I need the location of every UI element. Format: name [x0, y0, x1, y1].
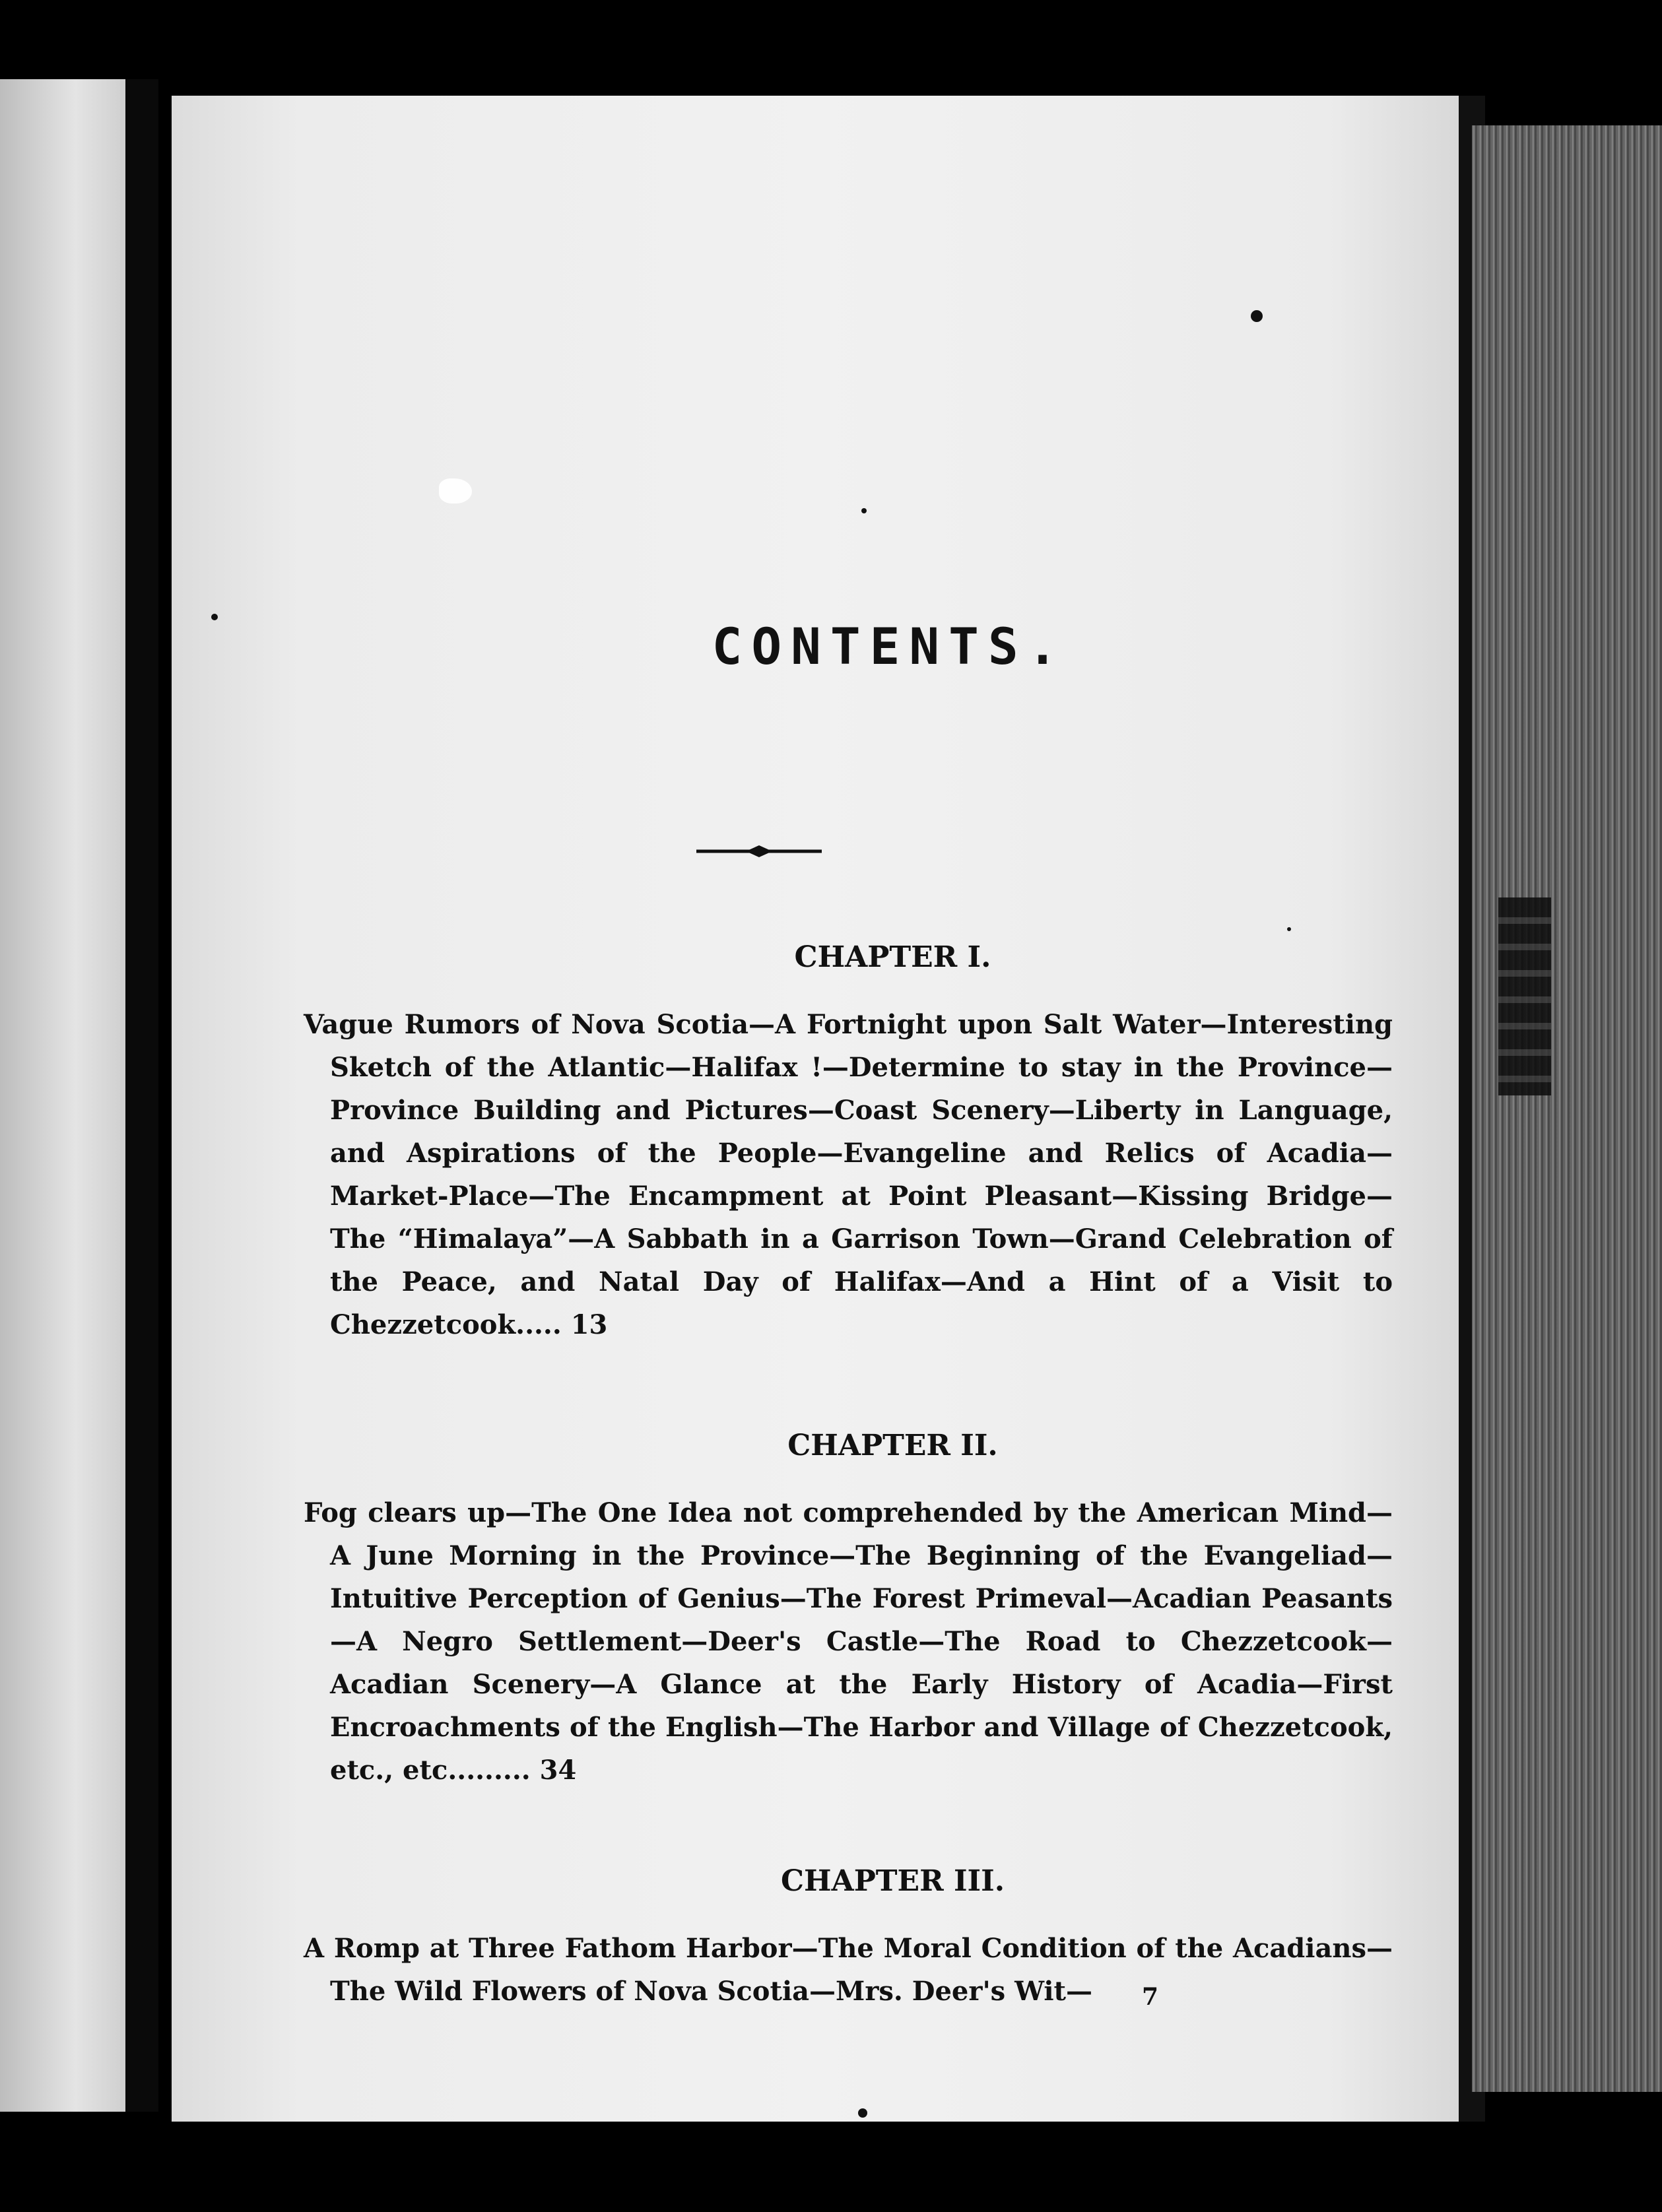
left-page-fragment	[0, 79, 125, 2112]
book-page-edges	[1472, 125, 1662, 2092]
ink-speck	[1287, 927, 1291, 931]
chapter-2-page-ref: 34	[539, 1755, 577, 1786]
chapter-3-summary	[304, 1927, 1393, 2013]
page-number: 7	[1142, 1983, 1159, 2011]
edge-stamp-mark	[1498, 897, 1551, 1095]
chapter-2-heading: CHAPTER II.	[787, 1429, 998, 1462]
chapter-2-summary-text: Fog clears up—The One Idea not comprehended by the American Mind—A June Morning in the Province—The Beginning of the Evangeliad—Intuitive Perception of Genius—The Forest Primeval—Acadian Peasants—A Negro Settlement—Deer's Castle—The Road to Chezzetcook—Acadian Scenery—A Glance at the Early History of Acadia—First Encroachments of the English—The Harbor and Village of Chezzetcook, etc., etc.........	[304, 1497, 1393, 1786]
ink-speck	[861, 508, 867, 513]
chapter-3-summary-text: A Romp at Three Fathom Harbor—The Moral Condition of the Acadians—The Wild Flowers of Nova Scotia—Mrs. Deer's Wit—	[304, 1933, 1393, 2007]
contents-page	[172, 96, 1459, 2122]
chapter-2-summary	[304, 1491, 1393, 1792]
chapter-1-page-ref: 13	[570, 1309, 608, 1340]
ornamental-rule	[693, 841, 825, 861]
ink-speck	[1251, 310, 1263, 322]
chapter-1-heading: CHAPTER I.	[794, 940, 991, 974]
book-gutter	[125, 79, 158, 2112]
ink-speck	[858, 2108, 867, 2118]
paper-blemish	[439, 478, 472, 504]
chapter-3-heading: CHAPTER III.	[780, 1864, 1005, 1898]
chapter-1-summary	[304, 1003, 1393, 1346]
chapter-1-summary-text: Vague Rumors of Nova Scotia—A Fortnight upon Salt Water—Interesting Sketch of the Atlantic—Halifax !—Determine to stay in the Province—Province Building and Pictures—Coast Scenery—Liberty in Language, and Aspirations of the People—Evangeline and Relics of Acadia—Market-Place—The Encampment at Point Pleasant—Kissing Bridge—The “Himalaya”—A Sabbath in a Garrison Town—Grand Celebration of the Peace, and Natal Day of Halifax—And a Hint of a Visit to Chezzetcook.....	[304, 1009, 1393, 1340]
page-content	[172, 96, 1459, 2122]
ink-speck	[211, 614, 218, 620]
page-title: CONTENTS.	[712, 617, 1067, 676]
